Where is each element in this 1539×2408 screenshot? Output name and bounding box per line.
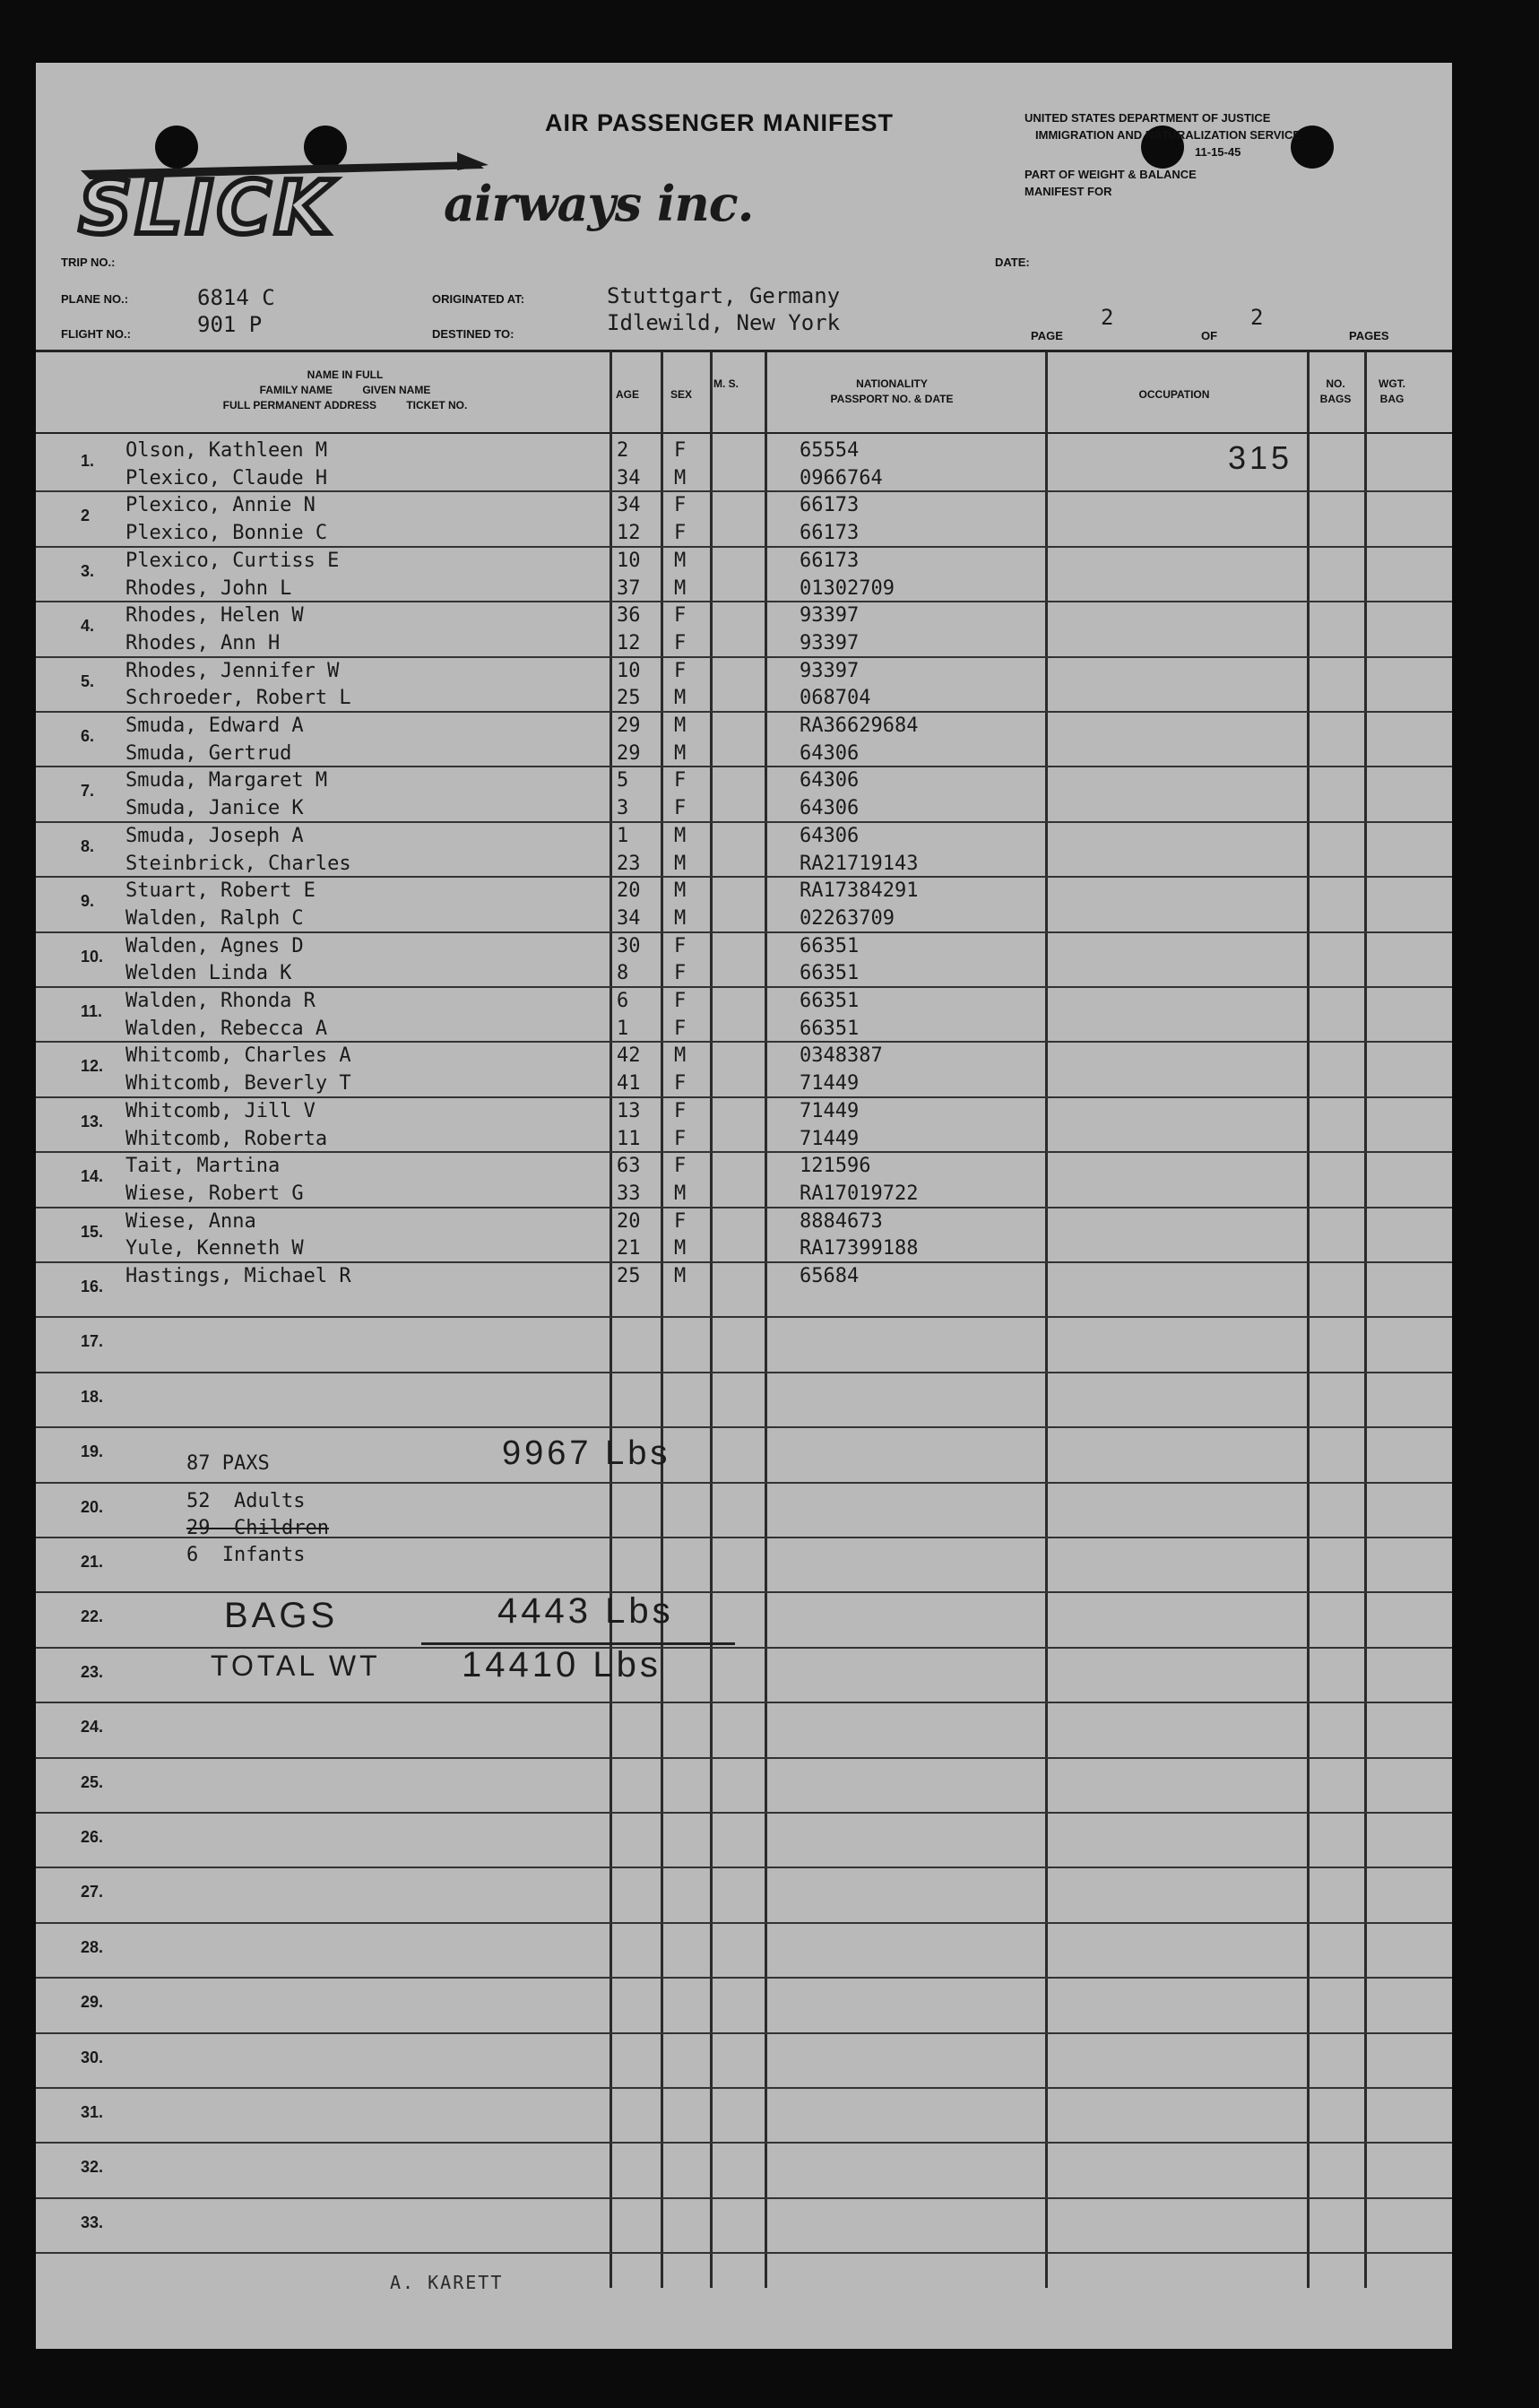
doj-line: UNITED STATES DEPARTMENT OF JUSTICE (1025, 111, 1271, 125)
passenger-sex: F (674, 935, 687, 957)
pages-label: PAGES (1349, 329, 1389, 342)
passenger-name: Whitcomb, Jill V (125, 1100, 316, 1122)
passenger-sex: F (674, 522, 687, 544)
passenger-name: Walden, Rebecca A (125, 1018, 328, 1040)
row-number: 22. (81, 1607, 104, 1625)
signature: A. KARETT (390, 2272, 504, 2293)
passenger-name: Smuda, Janice K (125, 797, 304, 819)
passenger-name: Hastings, Michael R (125, 1265, 351, 1287)
passenger-sex: F (674, 962, 687, 984)
airline-name: airways inc. (444, 175, 754, 232)
passenger-sex: M (674, 1237, 687, 1260)
passenger-name: Plexico, Claude H (125, 467, 328, 489)
passenger-passport: 71449 (800, 1072, 860, 1095)
col-name-line: FAMILY NAME GIVEN NAME (259, 384, 431, 396)
passenger-name: Smuda, Joseph A (125, 825, 304, 847)
passenger-age: 34 (617, 494, 641, 516)
passenger-name: Smuda, Margaret M (125, 769, 328, 792)
col-ms-header: M. S. (713, 377, 739, 390)
row-number: 33. (81, 2213, 104, 2231)
passenger-age: 11 (617, 1128, 641, 1150)
passenger-name: Schroeder, Robert L (125, 687, 351, 709)
summary-bags-weight: 4443 Lbs (497, 1591, 674, 1631)
passenger-sex: F (674, 632, 687, 654)
col-divider (710, 351, 713, 2288)
page-title: AIR PASSENGER MANIFEST (545, 109, 895, 136)
passenger-age: 10 (617, 660, 641, 682)
col-divider (1045, 351, 1048, 2288)
row-number: 14. (81, 1167, 104, 1185)
col-divider (1364, 351, 1367, 2288)
col-name-header (143, 368, 547, 413)
col-wgt-header: WGT. BAG (1379, 377, 1405, 405)
passenger-passport: 66173 (800, 522, 860, 544)
passenger-name: Steinbrick, Charles (125, 853, 351, 875)
row-rule (36, 2252, 1452, 2254)
row-number: 2 (81, 507, 91, 524)
slick-logo (63, 143, 493, 251)
plane-label: PLANE NO.: (61, 292, 129, 306)
row-number: 18. (81, 1388, 104, 1406)
col-nationality-line: PASSPORT NO. & DATE (830, 393, 954, 405)
passenger-age: 29 (617, 742, 641, 765)
doj-line: 11-15-45 (1195, 145, 1241, 159)
passenger-passport: 65684 (800, 1265, 860, 1287)
passenger-passport: 64306 (800, 769, 860, 792)
passenger-name: Stuart, Robert E (125, 879, 316, 902)
row-number: 16. (81, 1278, 104, 1295)
of-label: OF (1201, 329, 1218, 342)
doj-line: IMMIGRATION AND NATURALIZATION SERVICE (1035, 128, 1301, 142)
row-rule (36, 2142, 1452, 2144)
passenger-passport: RA17019722 (800, 1182, 919, 1205)
row-number: 6. (81, 727, 95, 745)
row-rule (36, 1922, 1452, 1924)
page-number: 2 (1101, 305, 1114, 330)
passenger-sex: F (674, 660, 687, 682)
summary-paxs: 87 PAXS (186, 1452, 270, 1475)
passenger-name: Whitcomb, Roberta (125, 1128, 328, 1150)
passenger-passport: 71449 (800, 1100, 860, 1122)
passenger-age: 12 (617, 632, 641, 654)
row-number: 31. (81, 2103, 104, 2121)
destined-label: DESTINED TO: (432, 327, 514, 341)
flight-label: FLIGHT NO.: (61, 327, 131, 341)
passenger-name: Walden, Rhonda R (125, 990, 316, 1012)
col-divider (1307, 351, 1310, 2288)
passenger-name: Plexico, Annie N (125, 494, 316, 516)
row-number: 28. (81, 1938, 104, 1956)
passenger-name: Rhodes, Ann H (125, 632, 281, 654)
row-number: 8. (81, 837, 95, 855)
passenger-age: 13 (617, 1100, 641, 1122)
row-rule (36, 1702, 1452, 1703)
passenger-name: Plexico, Bonnie C (125, 522, 328, 544)
row-rule (36, 1426, 1452, 1428)
row-rule (36, 1757, 1452, 1759)
row-rule (36, 2087, 1452, 2089)
occupation-note: 315 (1228, 439, 1293, 476)
passenger-sex: M (674, 742, 687, 765)
passenger-passport: 93397 (800, 632, 860, 654)
passenger-passport: 0966764 (800, 467, 883, 489)
row-number: 3. (81, 562, 95, 580)
passenger-sex: M (674, 907, 687, 930)
passenger-sex: F (674, 797, 687, 819)
row-number: 29. (81, 1993, 104, 2011)
passenger-sex: M (674, 687, 687, 709)
row-rule (36, 2197, 1452, 2199)
table-header-rule (36, 432, 1452, 434)
row-number: 1. (81, 452, 95, 470)
passenger-sex: M (674, 715, 687, 737)
passenger-age: 34 (617, 467, 641, 489)
row-number: 32. (81, 2158, 104, 2176)
passenger-name: Rhodes, John L (125, 577, 292, 600)
passenger-sex: F (674, 494, 687, 516)
passenger-age: 42 (617, 1044, 641, 1067)
passenger-passport: 71449 (800, 1128, 860, 1150)
summary-bags-label: BAGS (224, 1596, 339, 1635)
col-bags-header: NO. BAGS (1319, 377, 1352, 405)
passenger-name: Rhodes, Helen W (125, 604, 304, 627)
passenger-sex: F (674, 1155, 687, 1177)
passenger-name: Wiese, Robert G (125, 1182, 304, 1205)
row-number: 27. (81, 1883, 104, 1901)
passenger-age: 25 (617, 687, 641, 709)
passenger-sex: F (674, 769, 687, 792)
passenger-age: 63 (617, 1155, 641, 1177)
col-name-line: NAME IN FULL (307, 368, 384, 381)
flight-value: 901 P (197, 312, 263, 337)
passenger-name: Olson, Kathleen M (125, 439, 328, 462)
passenger-sex: F (674, 439, 687, 462)
passenger-name: Walden, Agnes D (125, 935, 304, 957)
passenger-age: 12 (617, 522, 641, 544)
passenger-passport: 121596 (800, 1155, 871, 1177)
passenger-name: Whitcomb, Charles A (125, 1044, 351, 1067)
passenger-passport: RA17384291 (800, 879, 919, 902)
originated-value: Stuttgart, Germany (607, 283, 841, 308)
row-number: 10. (81, 948, 104, 966)
passenger-age: 36 (617, 604, 641, 627)
col-nationality-line: NATIONALITY (856, 377, 928, 390)
passenger-age: 37 (617, 577, 641, 600)
manifest-sheet (36, 63, 1452, 2349)
passenger-sex: F (674, 990, 687, 1012)
doj-block (1025, 109, 1301, 200)
passenger-passport: 93397 (800, 604, 860, 627)
passenger-passport: 66351 (800, 990, 860, 1012)
row-number: 13. (81, 1113, 104, 1130)
row-number: 4. (81, 617, 95, 635)
passenger-sex: M (674, 879, 687, 902)
passenger-name: Rhodes, Jennifer W (125, 660, 340, 682)
date-label: DATE: (995, 256, 1030, 269)
passenger-passport: 66351 (800, 1018, 860, 1040)
passenger-age: 20 (617, 1210, 641, 1233)
row-number: 20. (81, 1498, 104, 1516)
row-number: 5. (81, 672, 95, 690)
col-sex-header: SEX (670, 388, 692, 401)
passenger-sex: F (674, 1100, 687, 1122)
passenger-passport: 64306 (800, 825, 860, 847)
passenger-age: 1 (617, 1018, 629, 1040)
row-number: 21. (81, 1553, 104, 1571)
passenger-passport: 66173 (800, 494, 860, 516)
summary-paxs-weight: 9967 Lbs (502, 1434, 671, 1472)
summary-infants: 6 Infants (186, 1544, 306, 1566)
passenger-sex: M (674, 825, 687, 847)
row-rule (36, 1977, 1452, 1979)
col-divider (765, 351, 767, 2288)
passenger-passport: RA21719143 (800, 853, 919, 875)
svg-text:SLICK: SLICK (79, 166, 335, 251)
row-rule (36, 1812, 1452, 1814)
passenger-age: 3 (617, 797, 629, 819)
passenger-name: Smuda, Edward A (125, 715, 304, 737)
row-number: 9. (81, 892, 95, 910)
passenger-name: Walden, Ralph C (125, 907, 304, 930)
row-number: 25. (81, 1773, 104, 1791)
passenger-passport: RA17399188 (800, 1237, 919, 1260)
row-number: 11. (81, 1002, 103, 1020)
passenger-age: 33 (617, 1182, 641, 1205)
row-rule (36, 1372, 1452, 1373)
passenger-age: 6 (617, 990, 629, 1012)
passenger-name: Plexico, Curtiss E (125, 550, 340, 572)
passenger-passport: 068704 (800, 687, 871, 709)
passenger-age: 1 (617, 825, 629, 847)
passenger-passport: 93397 (800, 660, 860, 682)
row-number: 15. (81, 1223, 104, 1241)
passenger-name: Yule, Kenneth W (125, 1237, 304, 1260)
row-number: 17. (81, 1332, 104, 1350)
passenger-sex: M (674, 853, 687, 875)
passenger-age: 20 (617, 879, 641, 902)
passenger-passport: 64306 (800, 797, 860, 819)
col-occupation-header: OCCUPATION (1138, 388, 1210, 401)
passenger-passport: 02263709 (800, 907, 895, 930)
passenger-passport: 0348387 (800, 1044, 883, 1067)
passenger-sex: F (674, 1072, 687, 1095)
page-label: PAGE (1031, 329, 1063, 342)
row-number: 19. (81, 1442, 104, 1460)
doj-line: PART OF WEIGHT & BALANCE (1025, 168, 1197, 181)
trip-label: TRIP NO.: (61, 256, 116, 269)
passenger-passport: 66173 (800, 550, 860, 572)
plane-value: 6814 C (197, 285, 275, 310)
passenger-sex: M (674, 467, 687, 489)
passenger-passport: 66351 (800, 935, 860, 957)
destined-value: Idlewild, New York (607, 310, 841, 335)
originated-label: ORIGINATED AT: (432, 292, 525, 306)
summary-total-weight: 14410 Lbs (462, 1645, 661, 1685)
passenger-name: Smuda, Gertrud (125, 742, 292, 765)
passenger-age: 23 (617, 853, 641, 875)
row-number: 24. (81, 1718, 104, 1736)
row-rule (36, 2032, 1452, 2034)
passenger-passport: 8884673 (800, 1210, 883, 1233)
col-name-line: FULL PERMANENT ADDRESS TICKET NO. (222, 399, 468, 411)
passenger-name: Welden Linda K (125, 962, 292, 984)
col-age-header: AGE (615, 388, 639, 401)
passenger-sex: F (674, 604, 687, 627)
passenger-passport: 64306 (800, 742, 860, 765)
row-number: 7. (81, 782, 95, 800)
passenger-passport: 65554 (800, 439, 860, 462)
passenger-age: 5 (617, 769, 629, 792)
col-nationality-header (753, 377, 1031, 407)
col-divider (661, 351, 663, 2288)
passenger-passport: 01302709 (800, 577, 895, 600)
row-rule (36, 1867, 1452, 1868)
passenger-sex: M (674, 1044, 687, 1067)
passenger-age: 21 (617, 1237, 641, 1260)
passenger-name: Wiese, Anna (125, 1210, 256, 1233)
passenger-age: 10 (617, 550, 641, 572)
summary-children: 29 Children (186, 1517, 329, 1539)
passenger-passport: RA36629684 (800, 715, 919, 737)
row-number: 30. (81, 2049, 104, 2066)
row-number: 26. (81, 1828, 104, 1846)
passenger-sex: M (674, 577, 687, 600)
row-rule (36, 1482, 1452, 1484)
table-top-rule (36, 350, 1452, 352)
row-rule (36, 1591, 1452, 1593)
row-number: 12. (81, 1057, 104, 1075)
row-number: 23. (81, 1663, 104, 1681)
passenger-sex: F (674, 1018, 687, 1040)
passenger-age: 29 (617, 715, 641, 737)
passenger-age: 34 (617, 907, 641, 930)
col-divider (610, 351, 612, 2288)
passenger-name: Tait, Martina (125, 1155, 281, 1177)
passenger-age: 41 (617, 1072, 641, 1095)
passenger-sex: M (674, 1265, 687, 1287)
passenger-sex: M (674, 550, 687, 572)
passenger-age: 8 (617, 962, 629, 984)
passenger-sex: F (674, 1210, 687, 1233)
row-rule (36, 1316, 1452, 1318)
passenger-sex: M (674, 1182, 687, 1205)
passenger-name: Whitcomb, Beverly T (125, 1072, 351, 1095)
summary-adults: 52 Adults (186, 1490, 306, 1512)
summary-total-label: TOTAL WT (211, 1650, 381, 1682)
passenger-age: 30 (617, 935, 641, 957)
page-total: 2 (1250, 305, 1264, 330)
doj-line: MANIFEST FOR (1025, 185, 1112, 198)
passenger-age: 25 (617, 1265, 641, 1287)
passenger-passport: 66351 (800, 962, 860, 984)
passenger-age: 2 (617, 439, 629, 462)
row-rule (36, 1647, 1452, 1649)
passenger-sex: F (674, 1128, 687, 1150)
